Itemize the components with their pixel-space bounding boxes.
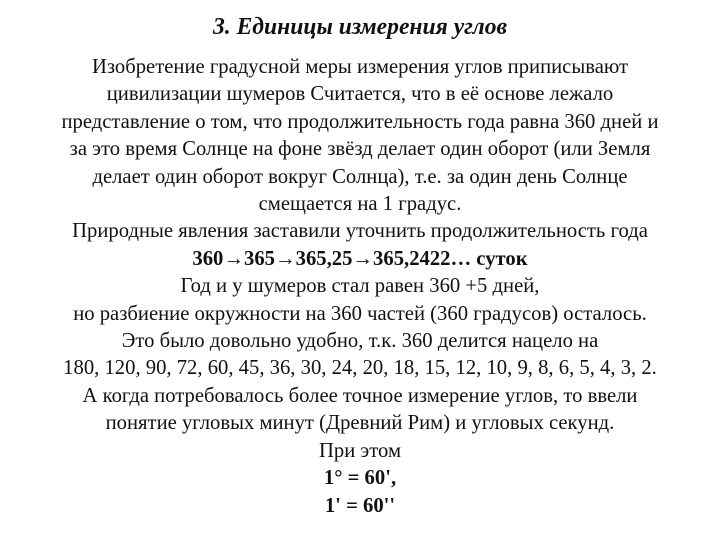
text-line: понятие угловых минут (Древний Рим) и угловых секунд. (105, 410, 615, 435)
text-line: но разбиение окружности на 360 частей (360 градусов) осталось. (73, 300, 647, 325)
text-line: за это время Солнце на фоне звёзд делает один оборот (или Земля (69, 136, 651, 161)
text-line: При этом (318, 437, 402, 462)
text-line: делает один оборот вокруг Солнца), т.е. за один день Солнце (92, 163, 628, 188)
text-line: цивилизации шумеров Считается, что в её основе лежало (106, 81, 614, 106)
text-line: представление о том, что продолжительность года равна 360 дней и (61, 108, 659, 133)
slide-body (0, 53, 720, 519)
minute-second-formula: 1' = 60'' (324, 492, 396, 517)
text-line: Год и у шумеров стал равен 360 +5 дней, (180, 273, 540, 298)
text-line: А когда потребовалось более точное измерение углов, то ввели (82, 382, 638, 407)
slide-title: 3. Единицы измерения углов (212, 14, 508, 40)
text-line: Природные явления заставили уточнить продолжительность года (72, 218, 648, 243)
text-line: Изобретение градусной меры измерения углов приписывают (91, 54, 629, 78)
text-line: Это было довольно удобно, т.к. 360 делится нацело на (121, 328, 599, 353)
divisors-list: 180, 120, 90, 72, 60, 45, 36, 30, 24, 20, 18, 15, 12, 10, 9, 8, 6, 5, 4, 3, 2. (63, 355, 657, 380)
year-length-sequence: 360→365→365,25→365,2422… суток (192, 245, 528, 270)
degree-minute-formula: 1° = 60', (323, 465, 397, 490)
text-line: смещается на 1 градус. (258, 191, 462, 216)
